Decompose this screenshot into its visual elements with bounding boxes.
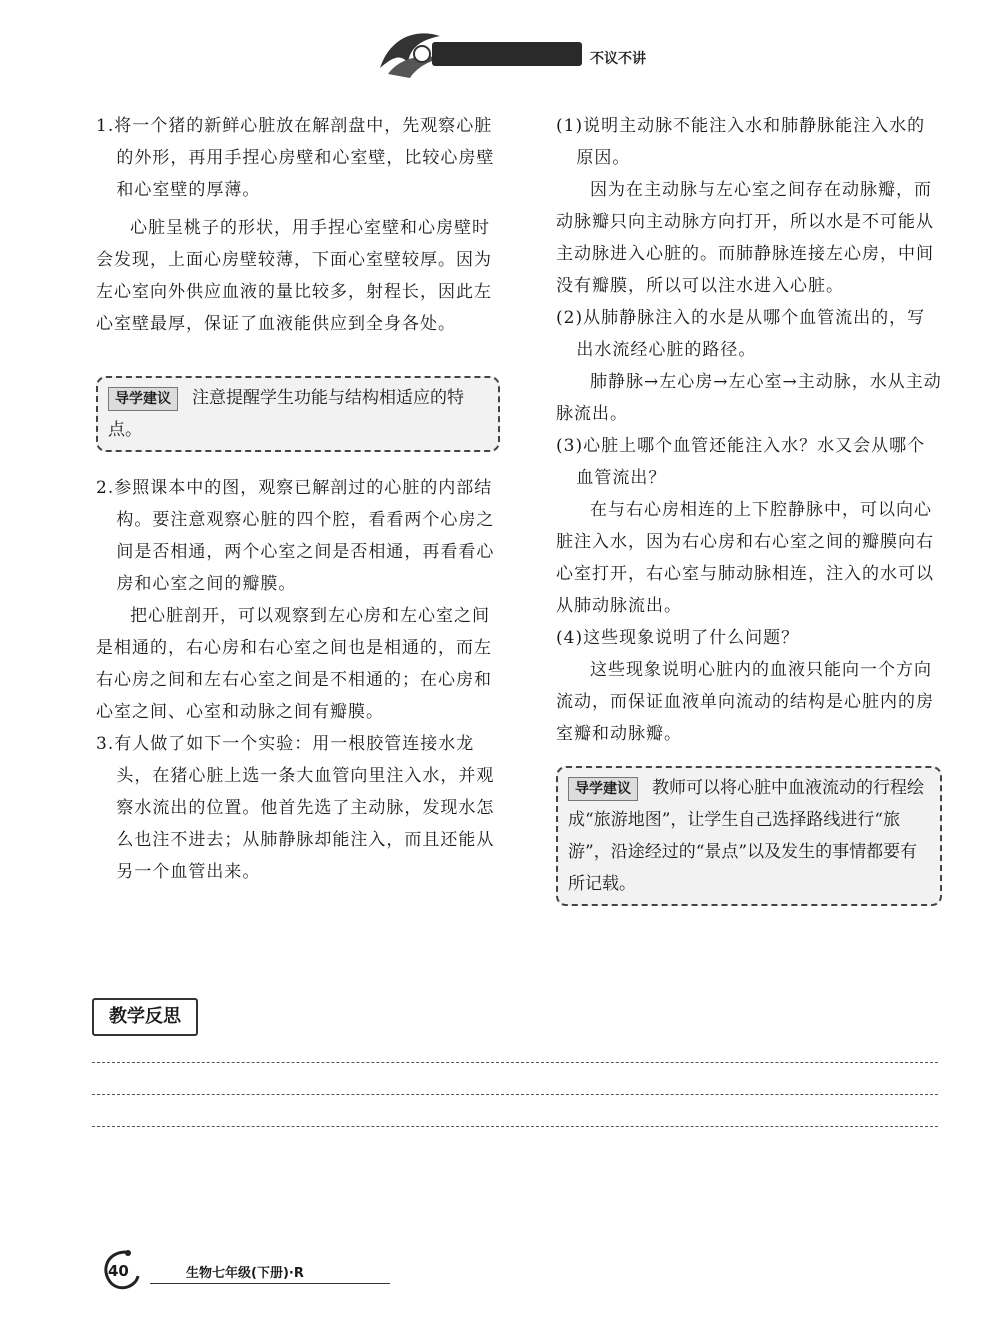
guide-text: 注意提醒学生功能与结构相适应的特点。 <box>108 388 464 440</box>
footer-rule <box>150 1283 390 1284</box>
answer-2: 把心脏剖开，可以观察到左心房和左心室之间是相通的，右心房和右心室之间也是相通的，而左右心房之间和左右心室之间是不相通的；在心房和心室之间、心室和动脉之间有瓣膜。 <box>96 606 492 722</box>
header-title-bar <box>432 42 582 66</box>
question-3: 3.有人做了如下一个实验：用一根胶管连接水龙头，在猪心脏上选一条大血管向里注入水，并观察水流出的位置。他首先选了主动脉，发现水怎么也注不进去；从肺静脉却能注入，而且还能从另一个血管出来。 <box>96 734 495 882</box>
guide-label: 导学建议 <box>568 777 638 801</box>
page-number: 40 <box>108 1262 129 1280</box>
sub-answer-1: 因为在主动脉与左心室之间存在动脉瓣，而动脉瓣只向主动脉方向打开，所以水是不可能从主动脉进入心脏的。而肺静脉连接左心房，中间没有瓣膜，所以可以注水进入心脏。 <box>556 180 934 296</box>
right-column <box>556 110 942 906</box>
reflection-line <box>92 1126 938 1127</box>
guide-box-2 <box>556 766 942 906</box>
reflection-line <box>92 1094 938 1095</box>
guide-label: 导学建议 <box>108 387 178 411</box>
sub-answer-2: 肺静脉→左心房→左心室→主动脉，水从主动脉流出。 <box>556 372 942 424</box>
header-tag: 不议不讲 <box>590 51 646 67</box>
question-1: 1.将一个猪的新鲜心脏放在解剖盘中，先观察心脏的外形，再用手捏心房壁和心室壁，比较心房壁和心室壁的厚薄。 <box>96 116 495 200</box>
guide-box-1 <box>96 376 500 452</box>
sub-question-3: (3)心脏上哪个血管还能注入水？水又会从哪个血管流出？ <box>556 436 926 488</box>
guide-text: 教师可以将心脏中血液流动的行程绘成“旅游地图”，让学生自己选择路线进行“旅游”，沿途经过的“景点”以及发生的事情都要有所记载。 <box>568 778 924 894</box>
answer-1: 心脏呈桃子的形状，用手捏心室壁和心房壁时会发现，上面心房壁较薄，下面心室壁较厚。因为左心室向外供应血液的量比较多，射程长，因此左心室壁最厚，保证了血液能供应到全身各处。 <box>96 218 492 334</box>
sub-answer-4: 这些现象说明心脏内的血液只能向一个方向流动，而保证血液单向流动的结构是心脏内的房室瓣和动脉瓣。 <box>556 660 934 744</box>
sub-question-2: (2)从肺静脉注入的水是从哪个血管流出的，写出水流经心脏的路径。 <box>556 308 926 360</box>
sub-question-1: (1)说明主动脉不能注入水和肺静脉能注入水的原因。 <box>556 116 926 168</box>
sub-answer-3: 在与右心房相连的上下腔静脉中，可以向心脏注入水，因为右心房和右心室之间的瓣膜向右心室打开，右心室与肺动脉相连，注入的水可以从肺动脉流出。 <box>556 500 934 616</box>
reflection-line <box>92 1062 938 1063</box>
page-header <box>370 18 680 84</box>
question-2: 2.参照课本中的图，观察已解剖过的心脏的内部结构。要注意观察心脏的四个腔，看看两个心房之间是否相通，两个心室之间是否相通，再看看心房和心室之间的瓣膜。 <box>96 478 495 594</box>
left-column <box>96 110 500 888</box>
book-title: 生物七年级(下册)·R <box>186 1266 304 1281</box>
reflection-title: 教学反思 <box>92 998 198 1036</box>
sub-question-4: (4)这些现象说明了什么问题？ <box>556 628 800 648</box>
